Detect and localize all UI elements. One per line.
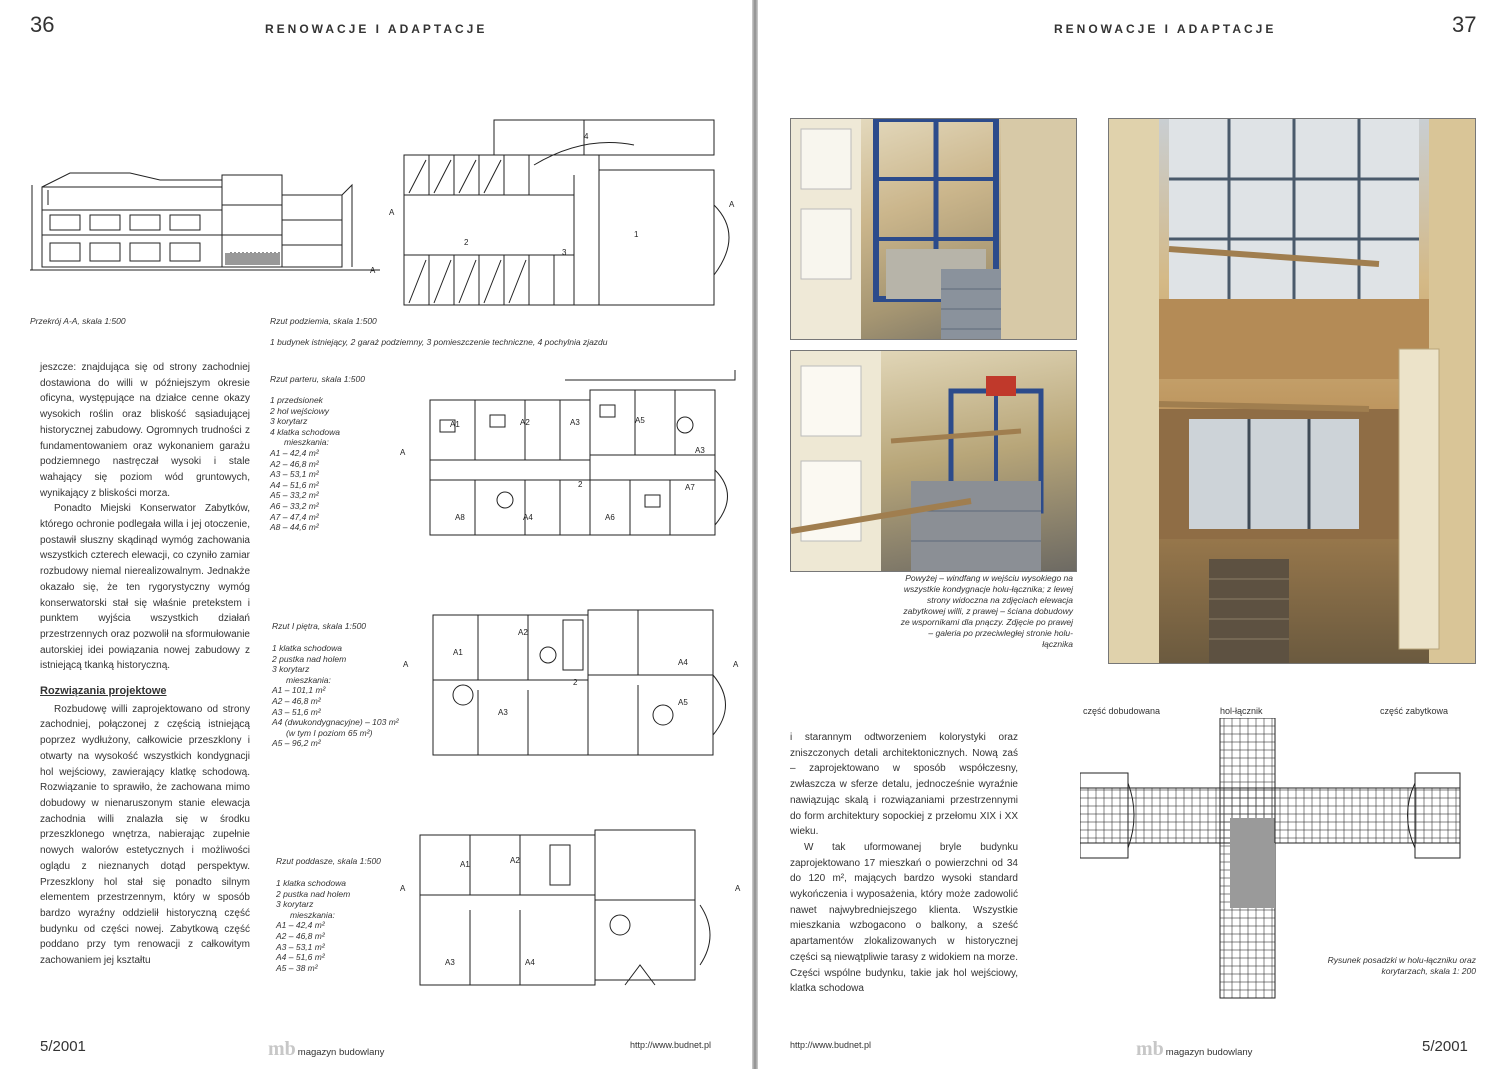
url-link[interactable]: http://www.budnet.pl bbox=[790, 1040, 872, 1050]
svg-text:A8: A8 bbox=[455, 513, 465, 522]
issue-number: 5/2001 bbox=[40, 1038, 86, 1055]
svg-text:A3: A3 bbox=[695, 446, 705, 455]
svg-text:A2: A2 bbox=[518, 628, 528, 637]
svg-text:2: 2 bbox=[464, 238, 469, 247]
photo-windfang-bottom bbox=[790, 350, 1077, 572]
svg-text:A: A bbox=[389, 208, 395, 217]
svg-text:A: A bbox=[735, 884, 741, 893]
issue-number: 5/2001 bbox=[1422, 1038, 1468, 1055]
basement-legend: 1 budynek istniejący, 2 garaż podziemny, 3 pomieszczenie techniczne, 4 pochylnia zjazdu bbox=[270, 337, 608, 347]
photo-gallery bbox=[1108, 118, 1476, 664]
svg-text:2: 2 bbox=[578, 480, 583, 489]
svg-text:A4: A4 bbox=[525, 958, 535, 967]
first-floor-legend: 1 klatka schodowa 2 pustka nad holem 3 korytarz mieszkania: A1 – 101,1 m² A2 – 46,8 m² A3 – 51,6 m² A4 (dwukondygnacyjne) – 103 m² (w tym I poziom 65 m²) A5 – 96,2 m² bbox=[272, 643, 399, 749]
svg-text:A4: A4 bbox=[678, 658, 688, 667]
svg-text:A: A bbox=[729, 200, 735, 209]
svg-text:A3: A3 bbox=[445, 958, 455, 967]
paragraph-2: W tak uformowanej bryle budynku zaprojektowano 17 mieszkań o powierzchni od 34 do 120 m², mających bardzo wysoki standard wykończenia i wyposażenia, który może zadowolić nawet najwybredniejszego klienta. Wszystkie mieszkania wzbogacono o balkony, a sześć apartamentów zlokalizowanych w historycznej części są niewątpliwie tarasy z widokiem na morze. Części wspólne budynku, takie jak hol wejściowy, klatka schodowa bbox=[790, 841, 1018, 995]
plan-label-right: część zabytkowa bbox=[1380, 706, 1449, 716]
body-column bbox=[790, 730, 1018, 997]
svg-text:1: 1 bbox=[634, 230, 639, 239]
magazine-name: mb magazyn budowlany bbox=[1136, 1038, 1253, 1060]
first-floor-plan bbox=[398, 605, 748, 765]
paragraph-3: Rozbudowę willi zaprojektowano od strony zachodniej, połączonej z częścią istniejącą poprzez wydłużony, całkowicie przeszklony i otwarty na wysokość wszystkich kondygnacji hol wejściowy, zawierający klatkę schodową. Rozwiązanie to sprawiło, że zachowana mimo dobudowy w nienaruszonym stanie elewacja zachodnia willi znalazła się w środku przeszklonego wnętrza, nabierając zupełnie nowych walorów estetycznych i możliwości oglądu z nieznanych dotąd perspektyw. Przeszklony hol stał się ponadto silnym elementem przestrzennym, który w sposób bardzo wyraźny oddzielił historyczną część budynku od części nowej. Zabytkową część poddano przy tym renowacji z całkowitym zachowaniem jej kształtu bbox=[40, 703, 250, 967]
section-title: RENOWACJE I ADAPTACJE bbox=[265, 22, 488, 36]
svg-text:A7: A7 bbox=[685, 483, 695, 492]
svg-text:A5: A5 bbox=[678, 698, 688, 707]
photo-caption: Powyżej – windfang w wejściu wysokiego na wszystkie kondygnacje holu-łącznika; z lewej strony widoczna na zdjęciach elewacja zabytkowej willi, z prawej – ściana dobudowy ze wspornikami dla pnączy. Zdjęcie po prawej – galeria po przeciwległej stronie holu-łącznika bbox=[900, 573, 1073, 649]
section-drawing bbox=[30, 165, 382, 295]
svg-text:A5: A5 bbox=[635, 416, 645, 425]
section-heading: Rozwiązania projektowe bbox=[40, 685, 167, 698]
magazine-name: mb magazyn budowlany bbox=[268, 1038, 385, 1060]
svg-text:A4: A4 bbox=[523, 513, 533, 522]
svg-text:A: A bbox=[733, 660, 739, 669]
svg-text:A3: A3 bbox=[498, 708, 508, 717]
svg-text:A1: A1 bbox=[453, 648, 463, 657]
attic-plan bbox=[400, 825, 750, 1000]
basement-plan bbox=[384, 115, 744, 310]
basement-caption: Rzut podziemia, skala 1:500 bbox=[270, 316, 377, 326]
attic-title: Rzut poddasze, skala 1:500 bbox=[276, 856, 381, 866]
ground-floor-title: Rzut parteru, skala 1:500 bbox=[270, 374, 365, 384]
svg-text:A3: A3 bbox=[570, 418, 580, 427]
magazine-logo-icon: mb bbox=[268, 1038, 296, 1060]
section-title: RENOWACJE I ADAPTACJE bbox=[1054, 22, 1277, 36]
svg-text:4: 4 bbox=[584, 132, 589, 141]
url-link[interactable]: http://www.budnet.pl bbox=[630, 1040, 712, 1050]
paragraph-2: Ponadto Miejski Konserwator Zabytków, którego ochronie podlegała willa i jej otoczenie, postawił słuszny skądinąd wymóg zachowania wszystkich czterech elewacji, co czyniło zamiar rozbudowy niemal nierealizowalnym. Jednakże okazało się, że ten rygorystyczny wymóg konserwatorski stał się właśnie pretekstem i punktem wyjścia wszystkich działań przestrzennych oraz pozwolił na sformułowanie autorskiej idei powiązania nowej zabudowy z istniejącą tkanką historyczną. bbox=[40, 503, 250, 672]
paragraph-1: i starannym odtworzeniem kolorystyki oraz zniszczonych detali architektonicznych. Nową zaś – zaprojektowano w sposób współczesny, zwłaszcza w sferze detalu, jednocześnie wyraźnie nawiązując skalą i rozwiązaniami przestrzennymi do form architektury sopockiej z przełomu XIX i XX wieku. bbox=[790, 732, 1018, 838]
svg-text:A: A bbox=[370, 266, 376, 275]
first-floor-title: Rzut I piętra, skala 1:500 bbox=[272, 621, 367, 631]
magazine-logo-icon: mb bbox=[1136, 1038, 1164, 1060]
svg-text:A1: A1 bbox=[450, 420, 460, 429]
svg-text:2: 2 bbox=[573, 678, 578, 687]
ground-floor-legend: 1 przedsionek 2 hol wejściowy 3 korytarz 4 klatka schodowa mieszkania: A1 – 42,4 m² A2 – 46,8 m² A3 – 53,1 m² A4 – 51,6 m² A5 – 33,2 m² A6 – 33,2 m² A7 – 47,4 m² A8 – 44,6 m² bbox=[270, 395, 340, 533]
attic-legend: 1 klatka schodowa 2 pustka nad holem 3 korytarz mieszkania: A1 – 42,4 m² A2 – 46,8 m² A3 – 53,1 m² A4 – 51,6 m² A5 – 38 m² bbox=[276, 878, 351, 973]
svg-text:A: A bbox=[400, 448, 406, 457]
svg-text:A6: A6 bbox=[605, 513, 615, 522]
svg-text:A2: A2 bbox=[520, 418, 530, 427]
body-column bbox=[40, 360, 250, 969]
svg-text:3: 3 bbox=[562, 248, 567, 257]
plan-label-left: część dobudowana bbox=[1083, 706, 1161, 716]
plan-caption: Rysunek posadzki w holu-łączniku oraz korytarzach, skala 1: 200 bbox=[1327, 955, 1476, 976]
section-caption: Przekrój A-A, skala 1:500 bbox=[30, 316, 126, 326]
svg-text:A2: A2 bbox=[510, 856, 520, 865]
svg-text:A1: A1 bbox=[460, 860, 470, 869]
photo-windfang-top bbox=[790, 118, 1077, 340]
paragraph-1: jeszcze: znajdująca się od strony zachodniej dostawiona do willi w późniejszym okresie oficyna, występujące na działce cenne okazy wysokich roślin oraz bliskość sąsiadującej historycznej zabudowy. Ogromnych trudności z fundamentowaniem oraz wykonaniem garażu podziemnego nastręczał wysoki i stale wahający się poziom wód gruntowych, wynikający z bliskości morza. bbox=[40, 362, 250, 499]
plan-label-middle: hol-łącznik bbox=[1220, 706, 1263, 716]
svg-text:A: A bbox=[400, 884, 406, 893]
page-number: 37 bbox=[1452, 12, 1477, 37]
page-number: 36 bbox=[30, 12, 55, 37]
ground-floor-plan bbox=[395, 355, 745, 545]
right-page bbox=[758, 0, 1500, 1069]
svg-text:A: A bbox=[403, 660, 409, 669]
